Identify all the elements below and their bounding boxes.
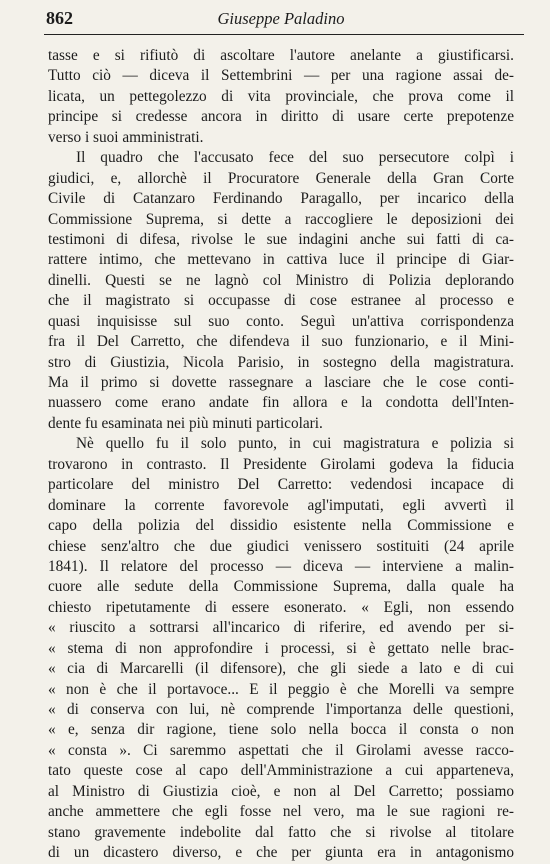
text-line: particolare del ministro Del Carretto: vedendosi incapace di: [48, 476, 514, 494]
text-line: 1841). Il relatore del processo — diceva — interviene a malin-: [48, 557, 514, 575]
text-line: di un dicastero diverso, e che per giunta era in antagonismo: [48, 844, 514, 862]
text-line: giudici, e, allorchè il Procuratore Generale della Gran Corte: [48, 169, 514, 187]
text-line: « consta ». Ci saremmo aspettati che il Girolami avesse racco-: [48, 741, 514, 759]
text-line: capo della polizia del dissidio esistente nella Commissione e: [48, 517, 514, 535]
text-line: dominare la corrente favorevole agl'imputati, egli avvertì il: [48, 496, 514, 514]
text-line: dinelli. Questi se ne lagnò col Ministro di Polizia deplorando: [48, 271, 514, 289]
text-line: cuore alle sedute della Commissione Suprema, dalla quale ha: [48, 578, 514, 596]
text-line: « cia di Marcarelli (il difensore), che gli siede a lato e di cui: [48, 660, 514, 678]
page-header: [40, 8, 522, 32]
text-line: « di conserva con lui, nè comprende l'importanza delle questioni,: [48, 701, 514, 718]
text-line: al Ministro di Giustizia cioè, e non al Del Carretto; possiamo: [48, 782, 514, 800]
text-line: stro di Giustizia, Nicola Parisio, in sostegno della magistratura.: [48, 353, 514, 371]
text-line: quasi inquisisse sul suo conto. Seguì un'attiva corrispondenza: [48, 312, 514, 330]
page-number: 862: [46, 8, 73, 28]
text-line: tato queste cose al capo dell'Amministrazione a cui apparteneva,: [48, 762, 514, 780]
text-line: « riuscito a sottrarsi all'incarico di riferire, ed avendo per si-: [48, 619, 514, 637]
text-line: principe si credesse ancora in diritto di usare certe prepotenze: [48, 108, 514, 126]
text-line: « non è che il portavoce... E il peggio è che Morelli va sempre: [48, 680, 514, 698]
text-line: rattere intimo, che mettevano in cattiva luce il principe di Giar-: [48, 251, 514, 269]
text-line: « e, senza dir ragione, tiene solo nella bocca il consta o non: [48, 721, 514, 739]
text-line: Commissione Suprema, si dette a raccogliere le deposizioni dei: [48, 210, 514, 228]
text-line: « stema di non approfondire i processi, si è gettato nelle brac-: [48, 639, 514, 657]
text-line: chiese senz'altro che due giudici venissero sostituiti (24 aprile: [48, 537, 514, 555]
text-line: testimoni di difesa, rivolse le sue indagini anche sui fatti di ca-: [48, 230, 514, 248]
text-line: Nè quello fu il solo punto, in cui magistratura e polizia si: [76, 435, 514, 453]
text-line: Civile di Catanzaro Ferdinando Paragallo, per incarico della: [48, 190, 514, 208]
text-line: licata, un pettegolezzo di vita provinciale, che prova come il: [48, 87, 514, 105]
text-line: chiesto ripetutamente di essere esonerato. « Egli, non essendo: [48, 598, 514, 616]
running-title: Giuseppe Paladino: [217, 9, 345, 28]
body-text: [48, 46, 514, 864]
text-line: tasse e si rifiutò di ascoltare l'autore anelante a giustificarsi.: [48, 47, 514, 64]
header-rule: [44, 34, 524, 35]
text-line: verso i suoi amministrati.: [48, 128, 204, 146]
text-line: Ma il primo si dovette rassegnare a lasciare che le cose conti-: [48, 374, 514, 391]
text-line: fra il Del Carretto, che difendeva il suo funzionario, e il Mini-: [48, 333, 514, 351]
text-line: Tutto ciò — diceva il Settembrini — per una ragione assai de-: [48, 67, 514, 85]
text-line: Il quadro che l'accusato fece del suo persecutore colpì i: [76, 149, 514, 167]
text-line: anche ammettere che egli fosse nel vero, ma le sue ragioni re-: [48, 803, 514, 821]
text-line: stano gravemente indebolite dal fatto che si rivolse al titolare: [48, 823, 514, 841]
text-line: trovarono in contrasto. Il Presidente Girolami godeva la fiducia: [48, 455, 514, 473]
text-line: nuassero come erano andate fin allora e la condotta dell'Inten-: [48, 394, 514, 412]
text-line: dente fu esaminata nei più minuti particolari.: [48, 414, 323, 432]
text-line: che il magistrato si occupasse di cose estranee al processo e: [48, 292, 514, 310]
